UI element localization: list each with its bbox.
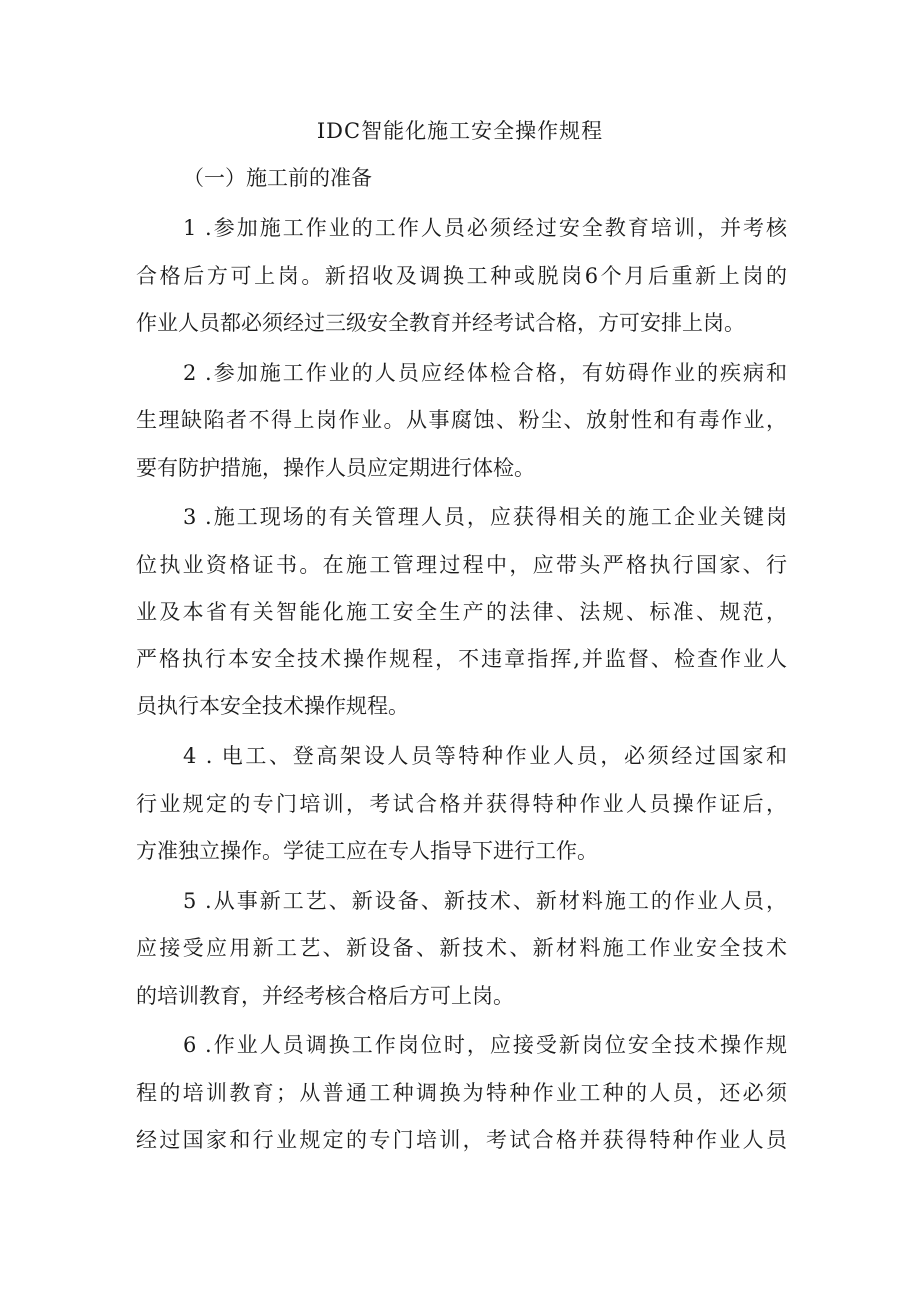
paragraph-1-line-2: 合格后方可上岗。新招收及调换工种或脱岗6个月后重新上岗的 [136,264,787,288]
paragraph-1-line-3: 作业人员都必须经过三级安全教育并经考试合格，方可安排上岗。 [136,311,745,335]
paragraph-6-line-1: 6 .作业人员调换工作岗位时，应接受新岗位安全技术操作规 [183,1033,787,1057]
paragraph-5-line-2: 应接受应用新工艺、新设备、新技术、新材料施工作业安全技术 [136,936,787,960]
paragraph-4-line-3: 方准独立操作。学徒工应在专人指导下进行工作。 [136,839,598,863]
paragraph-2-line-1: 2 .参加施工作业的人员应经体检合格，有妨碍作业的疾病和 [183,361,787,385]
paragraph-3-line-2: 位执业资格证书。在施工管理过程中，应带头严格执行国家、行 [136,553,787,577]
paragraph-3-line-4: 严格执行本安全技术操作规程，不违章指挥,并监督、检查作业人 [136,647,787,671]
paragraph-2-line-2: 生理缺陷者不得上岗作业。从事腐蚀、粉尘、放射性和有毒作业， [136,408,787,432]
paragraph-2-line-3: 要有防护措施，操作人员应定期进行体检。 [136,456,535,480]
paragraph-3-line-5: 员执行本安全技术操作规程。 [136,694,409,718]
paragraph-3-line-1: 3 .施工现场的有关管理人员，应获得相关的施工企业关键岗 [183,505,787,529]
paragraph-5-line-3: 的培训教育，并经考核合格后方可上岗。 [136,984,514,1008]
paragraph-4-line-2: 行业规定的专门培训，考试合格并获得特种作业人员操作证后， [136,792,787,816]
paragraph-4-line-1: 4 . 电工、登高架设人员等特种作业人员，必须经过国家和 [183,744,787,768]
paragraph-5-line-1: 5 .从事新工艺、新设备、新技术、新材料施工的作业人员， [183,889,787,913]
document-title: IDC智能化施工安全操作规程 [316,119,604,143]
paragraph-3-line-3: 业及本省有关智能化施工安全生产的法律、法规、标准、规范， [136,600,787,624]
paragraph-1-line-1: 1 .参加施工作业的工作人员必须经过安全教育培训，并考核 [183,216,787,240]
paragraph-6-line-2: 程的培训教育；从普通工种调换为特种作业工种的人员，还必须 [136,1081,787,1105]
paragraph-6-line-3: 经过国家和行业规定的专门培训，考试合格并获得特种作业人员 [136,1128,787,1152]
section-heading: （一）施工前的准备 [183,166,372,190]
